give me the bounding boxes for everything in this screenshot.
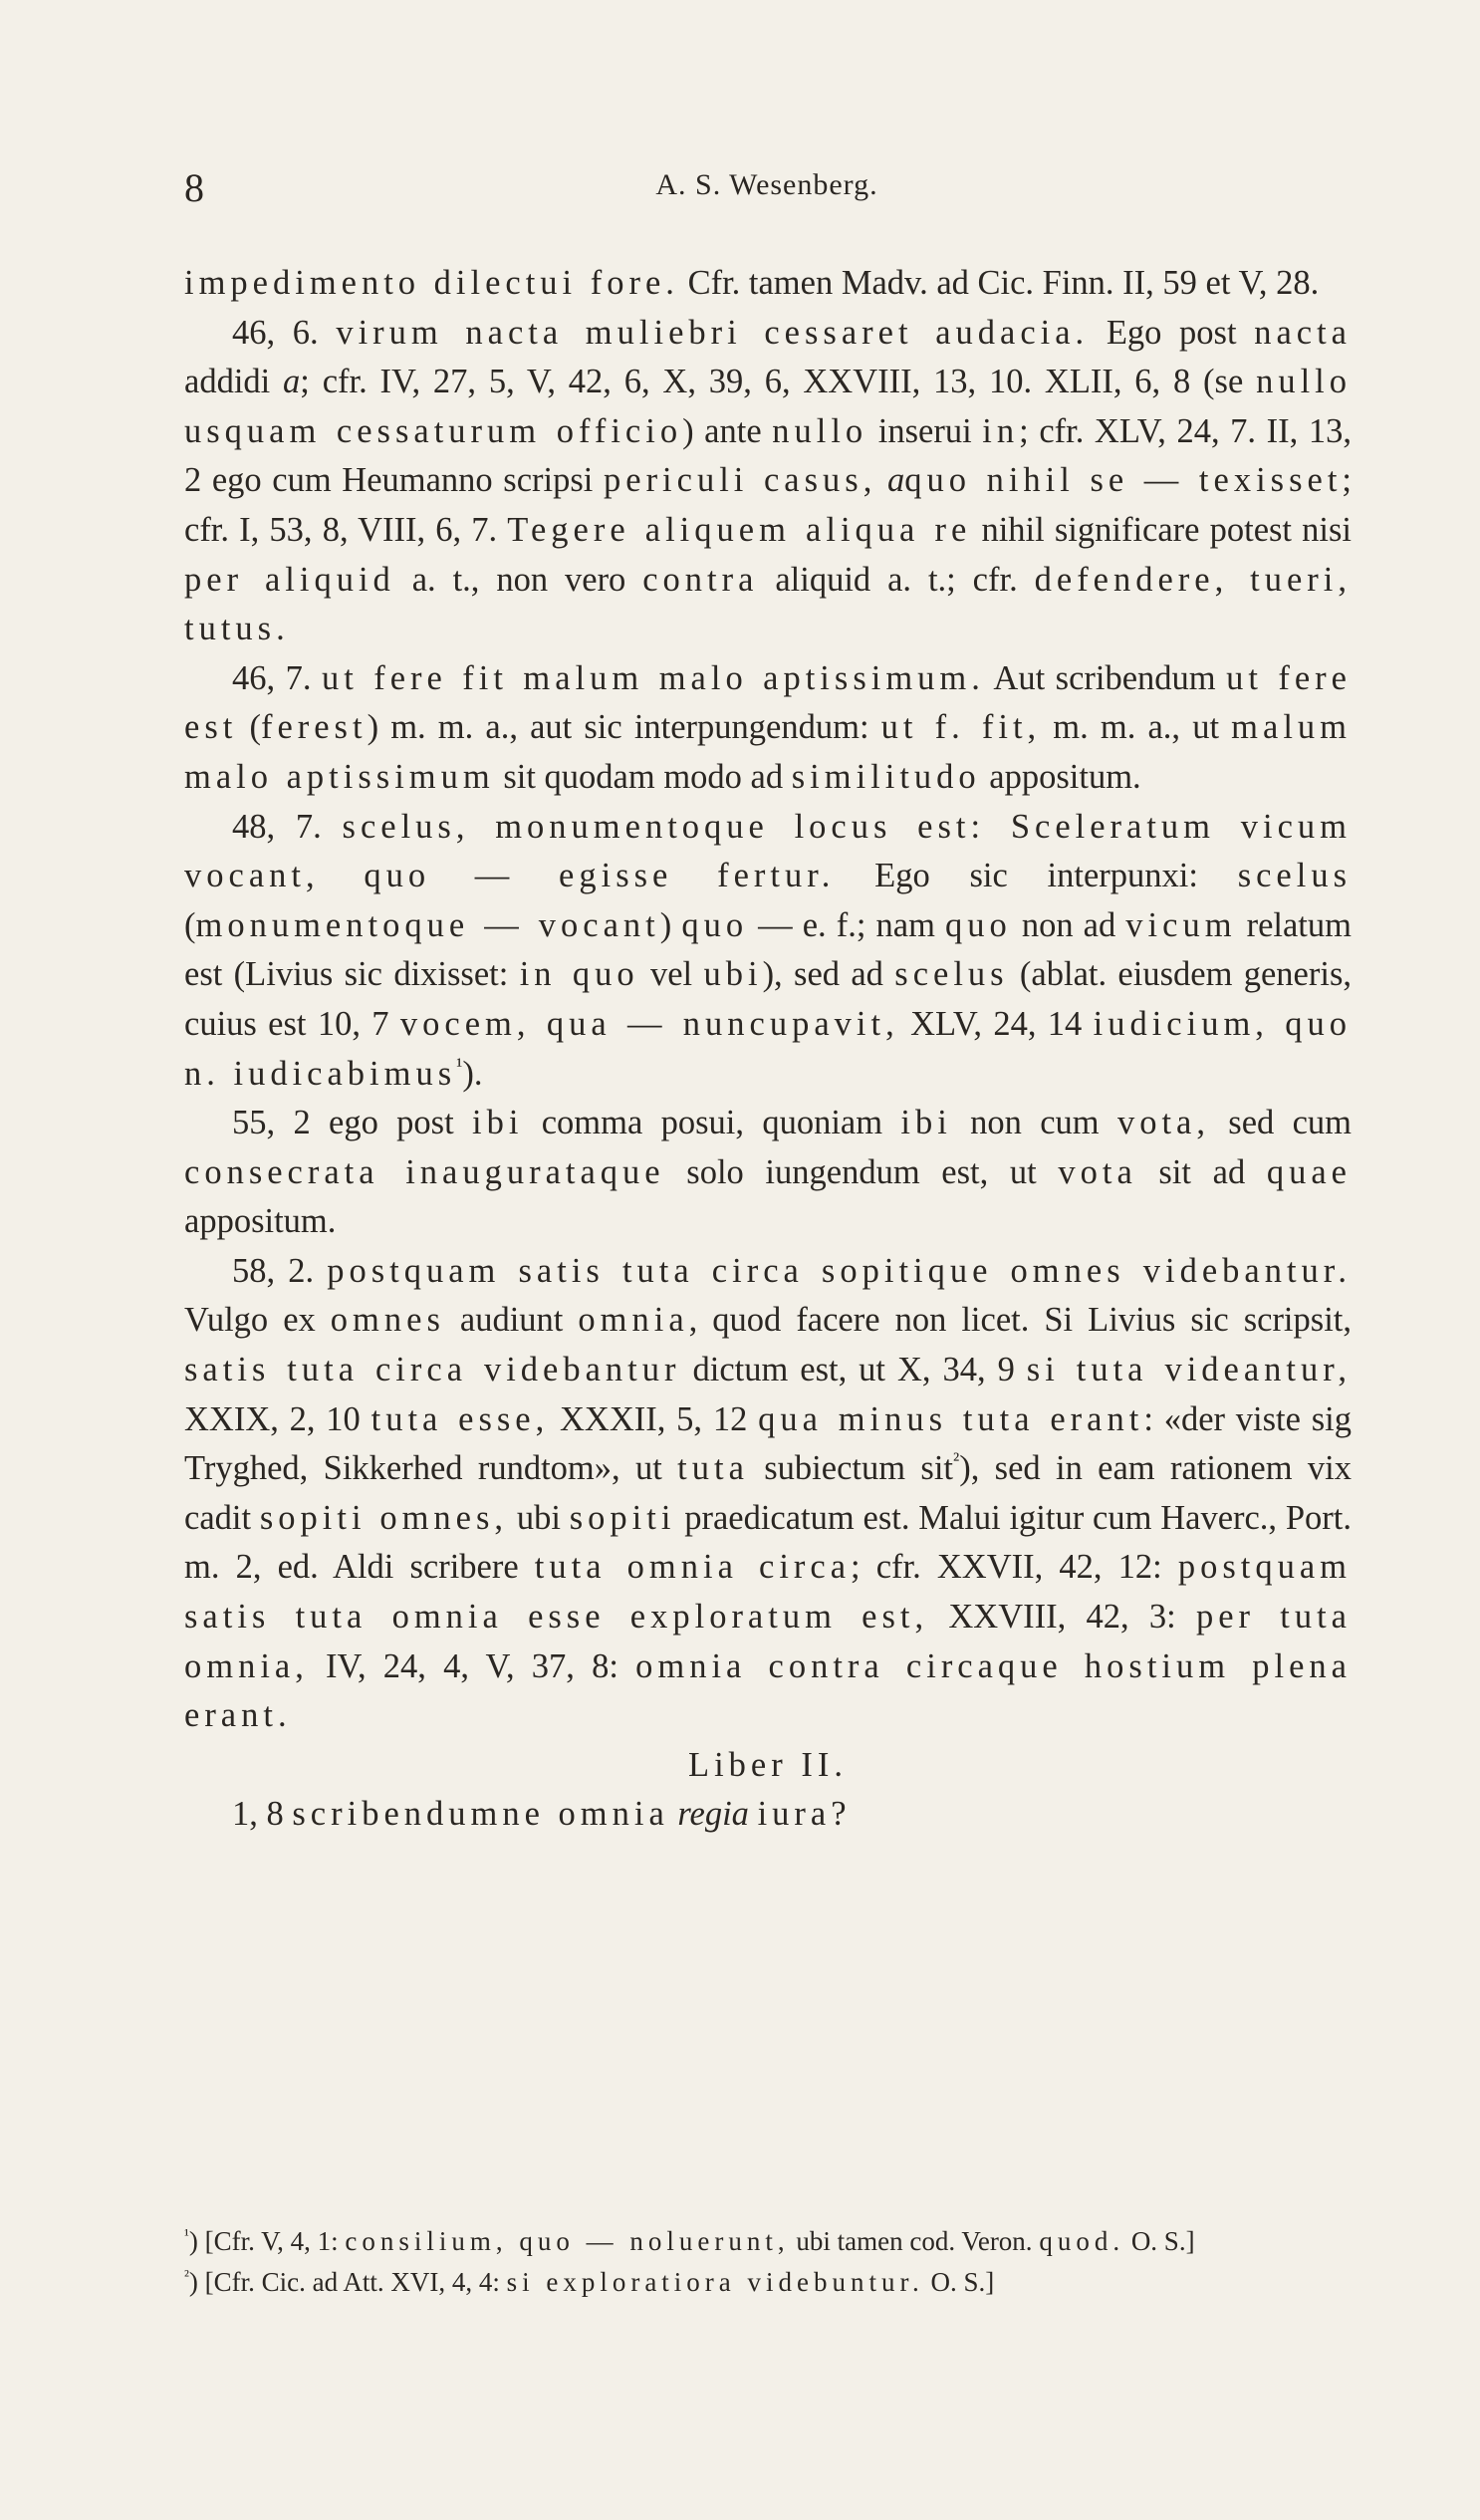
text-run: vel bbox=[638, 955, 704, 994]
footnote-marker: ¹ bbox=[456, 1055, 463, 1077]
spaced-text: scelus, monumentoque locus est: Sceleratum vicum vocant, quo — egisse fertur. bbox=[184, 807, 1353, 895]
text-run: aliquid a. t.; cfr. bbox=[758, 560, 1035, 599]
spaced-text: nullo usquam cessaturum officio bbox=[184, 363, 1353, 450]
footnote-marker: ² bbox=[953, 1449, 960, 1472]
running-head: A. S. Wesenberg. bbox=[655, 168, 878, 201]
text-run: addidi bbox=[184, 363, 284, 401]
spaced-text: quo bbox=[681, 905, 749, 944]
text-run: ; cfr. XXVII, 42, 12: bbox=[851, 1548, 1178, 1587]
text-run: audiunt bbox=[444, 1301, 579, 1340]
spaced-text: scribendumne omnia bbox=[292, 1795, 669, 1834]
text-run: comma posui, quoniam bbox=[523, 1104, 901, 1142]
liber-first-line bbox=[184, 1790, 1352, 1840]
spaced-text: postquam satis tuta omnia esse exploratum est, bbox=[184, 1548, 1353, 1637]
text-run: ; cfr. IV, 27, 5, V, 42, 6, X, 39, 6, XXVIII, 13, 10. XLII, 6, 8 (se bbox=[300, 363, 1257, 401]
text-run: IV, 24, 4, V, 37, 8: bbox=[308, 1646, 636, 1685]
text-run: subiectum sit bbox=[748, 1449, 953, 1488]
spaced-text: periculi casus, bbox=[604, 461, 877, 500]
page-header bbox=[184, 164, 1350, 214]
text-run: appositum. bbox=[184, 1202, 337, 1241]
text-run: inserui bbox=[867, 411, 983, 450]
paragraph bbox=[184, 654, 1352, 803]
text-run: ) [Cfr. Cic. ad Att. XVI, 4, 4: bbox=[188, 2267, 507, 2297]
text-run bbox=[876, 461, 887, 499]
spaced-text: per tuta omnia, bbox=[184, 1598, 1352, 1685]
text-run: ) ante bbox=[682, 411, 773, 450]
text-run: XXIX, 2, 10 bbox=[184, 1399, 371, 1438]
spaced-text: quod. bbox=[1039, 2226, 1125, 2256]
text-run: O. S.] bbox=[923, 2267, 995, 2297]
text-run: ), sed ad bbox=[762, 955, 895, 994]
spaced-text: vicum bbox=[1125, 905, 1237, 944]
paragraph bbox=[184, 259, 1352, 309]
text-run: non ad bbox=[1011, 905, 1126, 944]
liber-heading: Liber II. bbox=[688, 1745, 848, 1784]
text-run: non cum bbox=[951, 1104, 1117, 1142]
spaced-text: ibi bbox=[900, 1104, 952, 1142]
spaced-text: per aliquid bbox=[184, 560, 395, 599]
spaced-text: si tuta videantur, bbox=[1026, 1351, 1352, 1389]
footnote-rule bbox=[184, 2203, 443, 2207]
footnote-marker: ² bbox=[184, 2267, 189, 2285]
spaced-text: ferest bbox=[260, 708, 368, 747]
text-run: Ego sic interpunxi: bbox=[835, 857, 1238, 895]
text-run: ubi bbox=[508, 1498, 570, 1537]
spaced-text: tuta omnia circa bbox=[534, 1548, 852, 1587]
italic-text: a bbox=[886, 461, 905, 500]
spaced-text: impedimento dilectui fore. bbox=[184, 264, 679, 302]
paragraph bbox=[184, 309, 1352, 654]
text-run: XXVIII, 42, 3: bbox=[928, 1598, 1196, 1637]
spaced-text: similitudo bbox=[791, 757, 981, 796]
text-run: 46, 7. bbox=[232, 658, 322, 697]
text-run: 55, 2 ego post bbox=[232, 1104, 472, 1142]
text-run: ) [Cfr. V, 4, 1: bbox=[188, 2226, 346, 2256]
spaced-text: iura? bbox=[757, 1795, 852, 1834]
main-text bbox=[184, 259, 1352, 1840]
footnote-marker: ¹ bbox=[184, 2226, 189, 2244]
text-run: ) bbox=[659, 905, 682, 944]
text-run: Ego post bbox=[1089, 313, 1255, 352]
spaced-text: vota bbox=[1058, 1152, 1137, 1191]
italic-text: regia bbox=[677, 1795, 749, 1834]
spaced-text: ut f. fit, bbox=[880, 708, 1042, 747]
spaced-text: quae bbox=[1266, 1152, 1352, 1191]
text-run: ( bbox=[184, 905, 196, 944]
spaced-text: sopiti bbox=[569, 1498, 676, 1537]
paragraph-list bbox=[184, 259, 1352, 1741]
spaced-text: consilium, quo — noluerunt, bbox=[345, 2226, 790, 2256]
spaced-text: ut fere fit malum malo aptissimum. bbox=[321, 658, 985, 697]
spaced-text: in bbox=[982, 411, 1020, 450]
text-run: (ablat. eiusdem generis, cuius est 10, 7 bbox=[184, 955, 1352, 1043]
paragraph bbox=[184, 803, 1352, 1100]
spaced-text: satis tuta circa videbantur bbox=[184, 1351, 681, 1389]
text-run: ; cfr. I, 53, 8, VIII, 6, 7. bbox=[184, 461, 1353, 549]
spaced-text: ubi bbox=[703, 955, 763, 994]
text-run: m. m. a., ut bbox=[1041, 708, 1232, 747]
spaced-text: omnia contra circaque hostium plena erant. bbox=[184, 1646, 1352, 1735]
footnotes bbox=[184, 2221, 1352, 2303]
text-run: ) m. m. a., aut sic interpungendum: bbox=[367, 708, 881, 747]
spaced-text: malum malo aptissimum bbox=[184, 708, 1352, 796]
text-run: sit quodam modo ad bbox=[494, 757, 792, 796]
text-run: ( bbox=[237, 708, 261, 747]
text-run: a. t., non vero bbox=[394, 560, 643, 599]
spaced-text: ibi bbox=[472, 1104, 524, 1142]
footnote bbox=[184, 2262, 1352, 2303]
spaced-text: in quo bbox=[519, 955, 639, 994]
text-run: 58, 2. bbox=[232, 1251, 328, 1290]
text-run: 46, 6. bbox=[232, 313, 337, 352]
spaced-text: defendere, tueri, tutus. bbox=[184, 560, 1352, 648]
text-run: solo iungendum est, ut bbox=[664, 1152, 1059, 1191]
spaced-text: consecrata inaugurataque bbox=[184, 1152, 665, 1191]
paragraph bbox=[184, 1099, 1352, 1247]
spaced-text: monumentoque — vocant bbox=[195, 905, 660, 944]
page-number: 8 bbox=[184, 165, 204, 210]
text-run: 48, 7. bbox=[232, 807, 343, 846]
text-run: O. S.] bbox=[1124, 2226, 1195, 2256]
text-run: , quod facere non licet. Si Livius sic scripsit, bbox=[688, 1301, 1352, 1340]
text-run: dictum est, ut X, 34, 9 bbox=[680, 1351, 1027, 1389]
paragraph bbox=[184, 1247, 1352, 1741]
text-run: sed cum bbox=[1209, 1104, 1353, 1142]
spaced-text: postquam satis tuta circa sopitique omnes videbantur. bbox=[327, 1251, 1352, 1290]
text-run: relatum est (Livius sic dixisset: bbox=[184, 905, 1352, 994]
spaced-text: qua minus tuta erant bbox=[758, 1399, 1144, 1438]
spaced-text: vota, bbox=[1116, 1104, 1210, 1142]
spaced-text: contra bbox=[642, 560, 759, 599]
text-run: ), sed in eam rationem vix cadit bbox=[184, 1449, 1353, 1537]
spaced-text: nacta bbox=[1254, 313, 1352, 352]
spaced-text: omnes bbox=[330, 1301, 445, 1340]
spaced-text: omnia bbox=[578, 1301, 689, 1340]
spaced-text: iudicium, quo n. iudicabimus bbox=[184, 1004, 1353, 1093]
spaced-text: tuta esse, bbox=[370, 1399, 550, 1438]
spaced-text: scelus bbox=[894, 955, 1009, 994]
text-run: ubi tamen cod. Veron. bbox=[789, 2226, 1040, 2256]
text-run: sit ad bbox=[1136, 1152, 1267, 1191]
text-run: : «der viste sig Tryghed, Sikkerhed rundtom», ut bbox=[184, 1399, 1352, 1488]
text-run: — e. f.; nam bbox=[748, 905, 945, 944]
text-run: nihil significare potest nisi bbox=[971, 510, 1353, 549]
text-run: ; cfr. XLV, 24, 7. II, 13, 2 ego cum Heumanno scripsi bbox=[184, 411, 1352, 500]
spaced-text: quo nihil se — texisset bbox=[904, 461, 1343, 500]
spaced-text: virum nacta muliebri cessaret audacia. bbox=[336, 313, 1090, 352]
spaced-text: ut fere est bbox=[184, 658, 1352, 747]
text-run: XXXII, 5, 12 bbox=[549, 1399, 759, 1438]
spaced-text: tuta bbox=[677, 1449, 749, 1488]
italic-text: a bbox=[283, 363, 301, 401]
spaced-text: si exploratiora videbuntur. bbox=[506, 2267, 924, 2297]
spaced-text: scelus bbox=[1237, 857, 1353, 895]
text-run: appositum. bbox=[980, 757, 1141, 796]
text-run: XLV, 24, 14 bbox=[898, 1004, 1094, 1043]
footnote bbox=[184, 2221, 1352, 2262]
spaced-text: sopiti omnes, bbox=[259, 1498, 509, 1537]
spaced-text: vocem, qua — nuncupavit, bbox=[399, 1004, 899, 1043]
text-run: Aut scribendum bbox=[984, 658, 1227, 697]
text-run: 1, 8 bbox=[232, 1795, 293, 1834]
text-run: Cfr. tamen Madv. ad Cic. Finn. II, 59 et V, 28. bbox=[678, 264, 1320, 302]
spaced-text: nullo bbox=[772, 411, 868, 450]
text-run: praedicatum est. Malui igitur cum Haverc., Port. m. 2, ed. Aldi scribere bbox=[184, 1498, 1352, 1587]
text-run: Vulgo ex bbox=[184, 1301, 331, 1340]
text-run: ). bbox=[462, 1054, 483, 1093]
text-run bbox=[749, 1795, 758, 1833]
spaced-text: quo bbox=[945, 905, 1012, 944]
spaced-text: Tegere aliquem aliqua re bbox=[507, 510, 972, 549]
